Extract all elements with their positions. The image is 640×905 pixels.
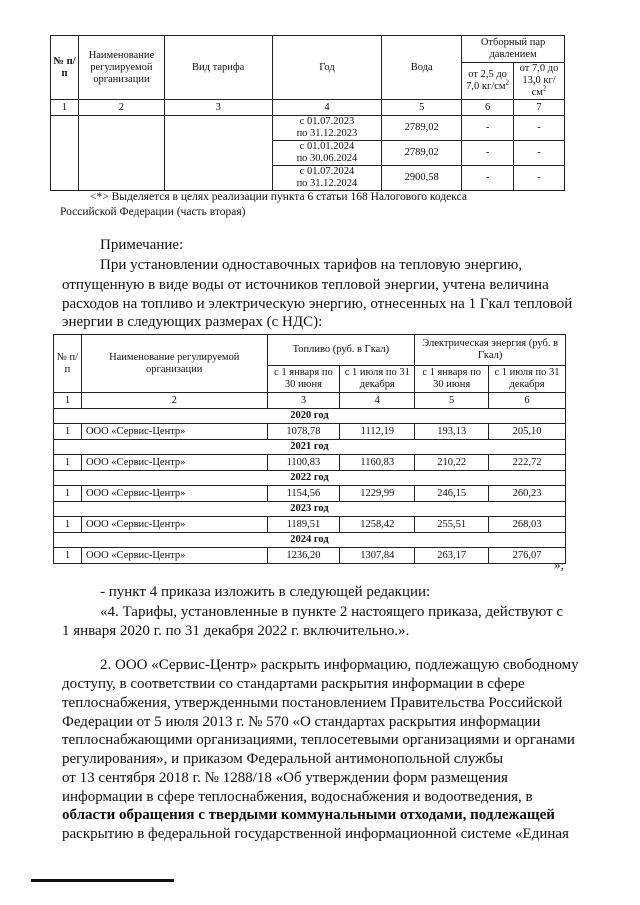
fuel-h2: 1229,99 — [340, 486, 415, 502]
header-period-1: с 1 января по 30 июня — [267, 366, 340, 393]
table-end-mark: »; — [554, 557, 565, 572]
colnum: 1 — [54, 393, 82, 409]
header-num: № п/п — [54, 335, 82, 393]
elec-h2: 276,07 — [489, 548, 566, 564]
steam-a-value: - — [462, 141, 514, 166]
colnum: 4 — [272, 100, 382, 116]
row-num: 1 — [54, 455, 82, 471]
elec-h1: 193,13 — [415, 424, 489, 440]
elec-h2: 268,03 — [489, 517, 566, 533]
steam-b-value: - — [514, 141, 565, 166]
header-steam-a: от 2,5 до 7,0 $кг/см^2$ — [462, 63, 514, 100]
table-row — [54, 548, 566, 564]
note-line-1: При установлении одноставочных тарифов на тепловую энергию, — [100, 257, 523, 273]
footnote-line-1: <*> Выделяется в целях реализации пункта 6 статьи 168 Налогового кодекса — [90, 191, 467, 203]
para2-line-5: теплоснабжающими организациями, теплосетевыми организациями и органами — [62, 732, 575, 748]
year-heading: 2023 год — [54, 502, 566, 517]
steam-b-value: - — [514, 166, 565, 191]
header-period-2: с 1 июля по 31 декабря — [340, 366, 415, 393]
note-line-2: отпущенную в виде воды от источников тепловой энергии, учтена величина — [62, 277, 549, 293]
tariff-table — [50, 35, 565, 191]
fuel-h2: 1258,42 — [340, 517, 415, 533]
header-num: № п/п — [51, 36, 79, 100]
empty-cell — [164, 116, 272, 191]
table-row — [54, 517, 566, 533]
org-name: ООО «Сервис-Центр» — [81, 548, 267, 564]
colnum: 5 — [415, 393, 489, 409]
footer-rule — [31, 879, 174, 882]
row-num: 1 — [54, 486, 82, 502]
item4-line-1: «4. Тарифы, установленные в пункте 2 настоящего приказа, действуют с — [100, 604, 564, 620]
item4-line-2: 1 января 2020 г. по 31 декабря 2022 г. включительно.». — [62, 623, 410, 639]
period-cell: с 01.01.2024 по 30.06.2024 — [272, 141, 382, 166]
steam-a-value: - — [462, 116, 514, 141]
table-row — [51, 116, 565, 141]
year-heading: 2024 год — [54, 533, 566, 548]
header-fuel: Топливо (руб. в Гкал) — [267, 335, 415, 366]
fuel-h2: 1307,84 — [340, 548, 415, 564]
para2-line-6: регулирования», и приказом Федеральной антимонопольной службы — [62, 751, 504, 767]
para2-line-9: области обращения с твердыми коммунальными отходами, подлежащей — [62, 807, 555, 823]
org-name: ООО «Сервис-Центр» — [81, 455, 267, 471]
table-row — [54, 455, 566, 471]
elec-h1: 210,22 — [415, 455, 489, 471]
fuel-energy-table — [53, 334, 566, 564]
fuel-h1: 1154,56 — [267, 486, 340, 502]
header-elec: Электрическая энергия (руб. в Гкал) — [415, 335, 566, 366]
fuel-h2: 1160,83 — [340, 455, 415, 471]
para2-line-1: 2. ООО «Сервис-Центр» раскрыть информацию, подлежащую свободному — [100, 657, 579, 673]
row-num: 1 — [54, 517, 82, 533]
colnum: 4 — [340, 393, 415, 409]
colnum: 6 — [489, 393, 566, 409]
org-name: ООО «Сервис-Центр» — [81, 486, 267, 502]
empty-cell — [51, 116, 79, 191]
water-value: 2789,02 — [382, 141, 462, 166]
note-line-3: расходов на топливо и электрическую энергию, отнесенных на 1 Гкал тепловой — [62, 296, 573, 312]
footnote-line-2: Российской Федерации (часть вторая) — [60, 206, 246, 218]
colnum: 6 — [462, 100, 514, 116]
elec-h1: 255,51 — [415, 517, 489, 533]
elec-h2: 260,23 — [489, 486, 566, 502]
colnum: 1 — [51, 100, 79, 116]
note-line-4: энергии в следующих размерах (с НДС): — [62, 314, 323, 330]
colnum: 3 — [267, 393, 340, 409]
header-water: Вода — [382, 36, 462, 100]
elec-h2: 222,72 — [489, 455, 566, 471]
item4-intro: - пункт 4 приказа изложить в следующей редакции: — [100, 584, 431, 600]
para2-line-8: информации в сфере теплоснабжения, водоснабжения и водоотведения, в — [62, 789, 533, 805]
colnum: 3 — [164, 100, 272, 116]
para2-line-3: теплоснабжения, утвержденными постановлением Правительства Российской — [62, 695, 563, 711]
period-cell: с 01.07.2024 по 31.12.2024 — [272, 166, 382, 191]
note-title: Примечание: — [100, 237, 184, 253]
para2-line-10: раскрытию в федеральной государственной информационной системе «Единая — [62, 826, 569, 842]
org-name: ООО «Сервис-Центр» — [81, 424, 267, 440]
empty-cell — [78, 116, 164, 191]
para2-line-4: Федерации от 5 июля 2013 г. № 570 «О стандартах раскрытия информации — [62, 714, 541, 730]
header-steam: Отборный пар давлением — [462, 36, 565, 63]
header-org: Наименование регулируемой организации — [78, 36, 164, 100]
table-row — [54, 424, 566, 440]
fuel-h1: 1078,78 — [267, 424, 340, 440]
para2-line-7: от 13 сентября 2018 г. № 1288/18 «Об утверждении форм размещения — [62, 770, 508, 786]
table-row — [54, 486, 566, 502]
fuel-h1: 1236,20 — [267, 548, 340, 564]
colnum: 2 — [78, 100, 164, 116]
water-value: 2789,02 — [382, 116, 462, 141]
header-tariff: Вид тарифа — [164, 36, 272, 100]
fuel-h1: 1189,51 — [267, 517, 340, 533]
header-year: Год — [272, 36, 382, 100]
org-name: ООО «Сервис-Центр» — [81, 517, 267, 533]
elec-h2: 205,10 — [489, 424, 566, 440]
year-heading: 2022 год — [54, 471, 566, 486]
water-value: 2900,58 — [382, 166, 462, 191]
elec-h1: 263,17 — [415, 548, 489, 564]
colnum: 5 — [382, 100, 462, 116]
year-heading: 2021 год — [54, 440, 566, 455]
row-num: 1 — [54, 424, 82, 440]
header-org: Наименование регулируемой организации — [81, 335, 267, 393]
period-cell: с 01.07.2023 по 31.12.2023 — [272, 116, 382, 141]
colnum: 7 — [514, 100, 565, 116]
colnum: 2 — [81, 393, 267, 409]
para2-line-2: доступу, в соответствии со стандартами раскрытия информации в сфере — [62, 676, 525, 692]
steam-b-value: - — [514, 116, 565, 141]
year-heading: 2020 год — [54, 409, 566, 424]
elec-h1: 246,15 — [415, 486, 489, 502]
steam-a-value: - — [462, 166, 514, 191]
header-steam-b: от 7,0 до 13,0 $кг/см^2$ — [514, 63, 565, 100]
fuel-h1: 1100,83 — [267, 455, 340, 471]
header-period-2: с 1 июля по 31 декабря — [489, 366, 566, 393]
fuel-h2: 1112,19 — [340, 424, 415, 440]
row-num: 1 — [54, 548, 82, 564]
header-period-1: с 1 января по 30 июня — [415, 366, 489, 393]
